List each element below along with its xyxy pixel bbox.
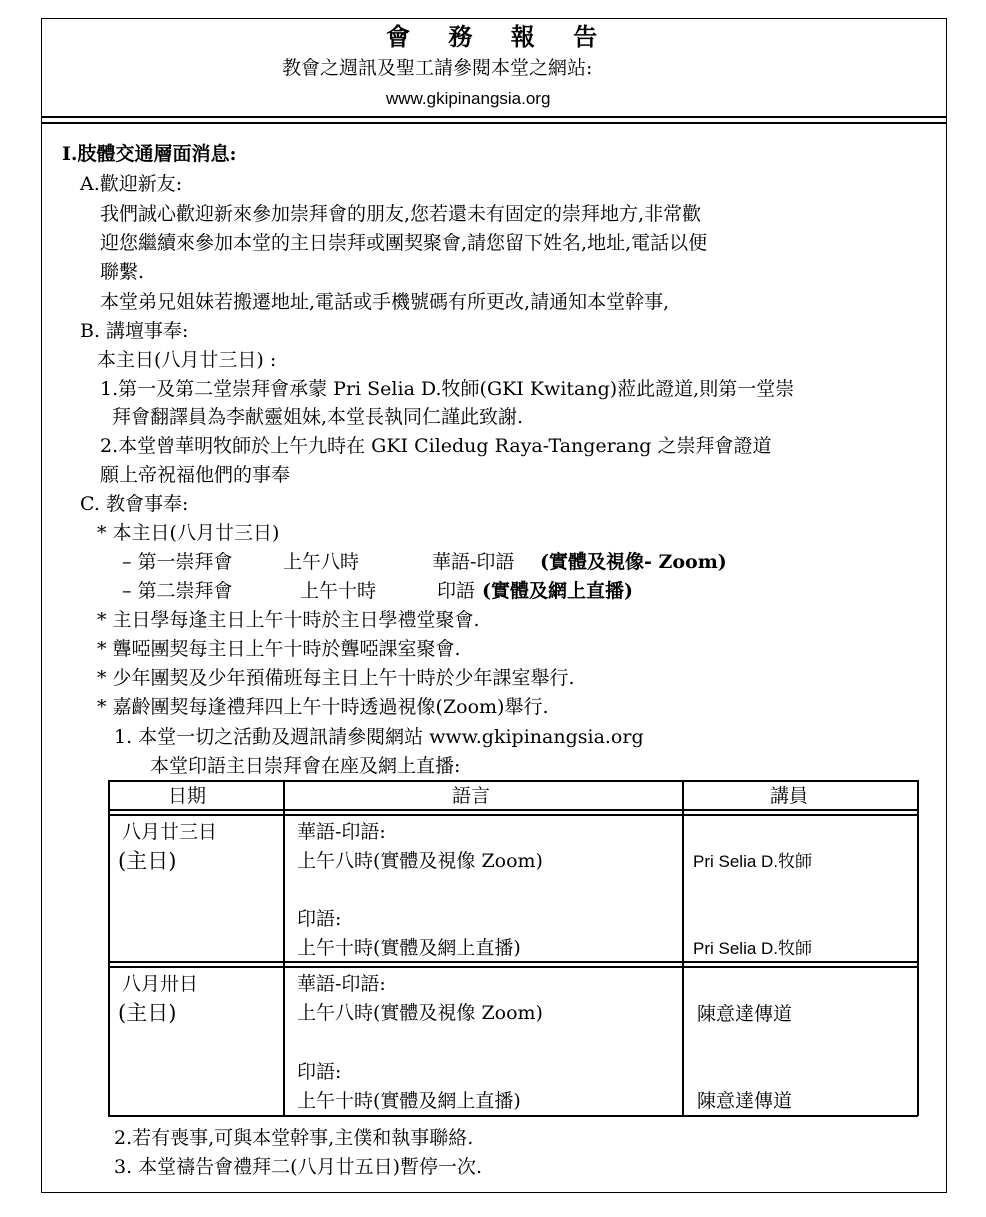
paragraph-line: 聯繫. [100, 261, 145, 283]
service-time: 上午十時 [300, 580, 377, 602]
row-time: 上午十時(實體及網上直播) [297, 1090, 521, 1112]
subsection-c-label: C. 教會事奉: [80, 493, 189, 515]
list-item: * 聾啞團契每主日上午十時於聾啞課室聚會. [97, 638, 461, 660]
list-item: 3. 本堂禱告會禮拜二(八月廿五日)暫停一次. [114, 1156, 483, 1178]
service-language: 印語 [437, 580, 476, 602]
service-mode: (實體及視像- Zoom) [540, 551, 727, 573]
section-heading: I.肢體交通層面消息: [62, 143, 237, 165]
table-row-rule [108, 961, 918, 963]
table-header-rule [108, 809, 918, 811]
service-time: 上午八時 [283, 551, 360, 573]
paragraph-line: 迎您繼續來參加本堂的主日崇拜或團契聚會,請您留下姓名,地址,電話以便 [100, 232, 708, 254]
service-name: – 第二崇拜會 [122, 580, 233, 602]
subsection-b-label: B. 講壇事奉: [80, 320, 189, 342]
table-col-rule [682, 780, 684, 1116]
website-link[interactable]: www.gkipinangsia.org [386, 89, 551, 108]
table-header-speaker: 講員 [770, 785, 809, 807]
list-item: * 主日學每逢主日上午十時於主日學禮堂聚會. [97, 609, 480, 631]
list-item: 2.若有喪事,可與本堂幹事,主僕和執事聯絡. [114, 1127, 474, 1149]
paragraph-line: 本主日(八月廿三日) : [97, 349, 277, 371]
paragraph-line: 2.本堂曾華明牧師於上午九時在 GKI Ciledug Raya-Tangerang 之崇拜會證道 [100, 435, 772, 457]
row-language: 華語-印語: [297, 973, 386, 995]
table-border-bottom [108, 1115, 918, 1117]
table-border-top [108, 780, 918, 782]
table-border-left [108, 780, 110, 1116]
row-speaker: Pri Selia D.牧師 [693, 939, 813, 958]
table-row-rule [108, 966, 918, 968]
row-time: 上午十時(實體及網上直播) [297, 937, 521, 959]
paragraph-line: 本堂弟兄姐妹若搬遷地址,電話或手機號碼有所更改,請通知本堂幹事, [100, 291, 670, 313]
row-speaker: Pri Selia D.牧師 [693, 852, 813, 871]
row-language: 華語-印語: [297, 821, 386, 843]
row-language: 印語: [297, 1061, 342, 1083]
table-header-rule [108, 814, 918, 816]
list-item: * 嘉齡團契每逢禮拜四上午十時透過視像(Zoom)舉行. [97, 696, 549, 718]
row-date: 八月卅日 [122, 973, 199, 995]
paragraph-line: 1.第一及第二堂崇拜會承蒙 Pri Selia D.牧師(GKI Kwitang)蒞此證道,則第一堂崇 [100, 378, 795, 400]
service-language: 華語-印語 [432, 551, 515, 573]
table-border-right [917, 780, 919, 1116]
row-date-day: (主日) [118, 1001, 177, 1025]
row-date-day: (主日) [118, 849, 177, 873]
table-header-language: 語言 [452, 785, 491, 807]
header-divider-2 [42, 122, 946, 124]
paragraph-line: 拜會翻譯員為李献靈姐妹,本堂長執同仁謹此致謝. [112, 406, 524, 428]
subsection-a-label: A.歡迎新友: [80, 173, 183, 195]
page-title: 會 務 報 告 [386, 22, 604, 51]
paragraph-line: 願上帝祝福他們的事奉 [100, 464, 291, 486]
service-mode: (實體及網上直播) [482, 580, 633, 602]
row-time: 上午八時(實體及視像 Zoom) [297, 850, 543, 872]
table-col-rule [283, 780, 285, 1116]
paragraph-line: 我們誠心歡迎新來參加崇拜會的朋友,您若還未有固定的崇拜地方,非常歡 [100, 203, 702, 225]
list-item: * 本主日(八月廿三日) [97, 522, 280, 544]
table-header-date: 日期 [168, 785, 207, 807]
header-divider [42, 116, 946, 118]
list-item: 本堂印語主日崇拜會在座及網上直播: [150, 755, 461, 777]
row-speaker: 陳意達傳道 [697, 1003, 793, 1025]
row-date: 八月廿三日 [122, 821, 218, 843]
row-language: 印語: [297, 908, 342, 930]
row-time: 上午八時(實體及視像 Zoom) [297, 1002, 543, 1024]
list-item: 1. 本堂一切之活動及週訊請參閱網站 www.gkipinangsia.org [114, 726, 644, 748]
list-item: * 少年團契及少年預備班每主日上午十時於少年課室舉行. [97, 667, 575, 689]
page-subtitle: 教會之週訊及聖工請參閱本堂之網站: [282, 57, 593, 79]
row-speaker: 陳意達傳道 [697, 1090, 793, 1112]
service-name: – 第一崇拜會 [122, 551, 233, 573]
